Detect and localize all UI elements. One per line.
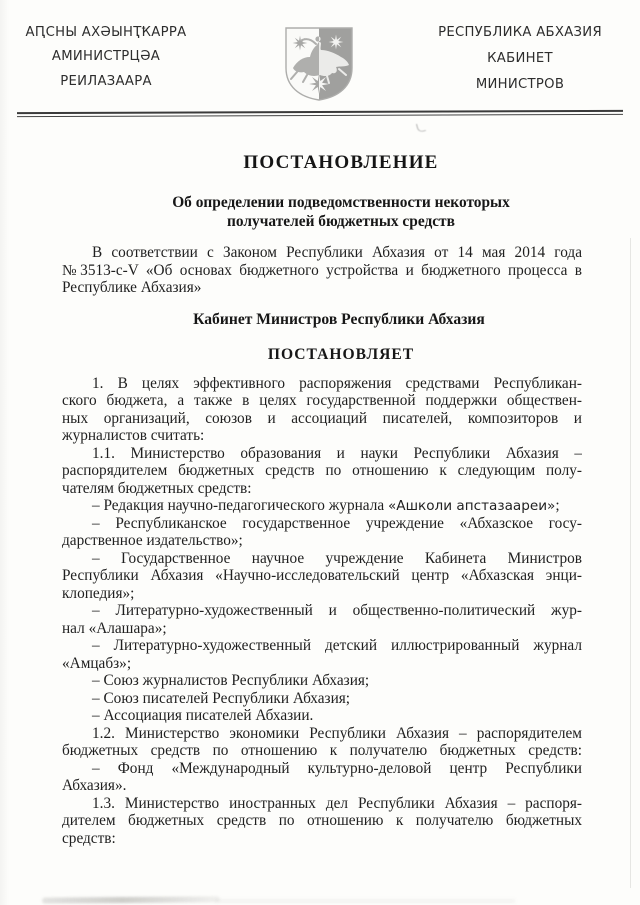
document-content — [62, 0, 582, 847]
text-line: дарственное издательство»; — [62, 532, 243, 549]
scan-left-edge-shadow — [0, 0, 9, 905]
document-subject — [81, 193, 601, 231]
text-line: №3513-с-V «Об основах бюджетного устройства и бюджетного процесса в — [62, 261, 582, 279]
text-line: Абхазия». — [62, 777, 127, 794]
text-line: – Республиканское государственное учреждение «Абхазское госу- — [92, 514, 582, 532]
text-line: нал «Алашара»; — [62, 619, 167, 637]
header-right-line: КАБИНЕТ — [487, 50, 553, 66]
journal-name: «Ашколи апстазаареи» — [387, 498, 556, 514]
text-line: распорядителем бюджетных средств по отношению к следующим полу- — [62, 462, 582, 479]
text-line: – Союз писателей Республики Абхазия; — [92, 689, 351, 707]
header-left-line: РЕИЛАЗААРА — [60, 73, 152, 89]
text-line: Республике Абхазия» — [62, 279, 202, 296]
header-right-line: МИНИСТРОВ — [475, 76, 565, 92]
text-line: журналистов считать: — [62, 427, 205, 444]
text-line: – Литературно-художественный детский иллюстрированный журнал — [92, 637, 582, 654]
text-line: 1.3. Министерство иностранных дел Республики Абхазия – распоря- — [92, 794, 582, 812]
text-line: 1.2. Министерство экономики Республики Абхазия – распорядителем — [92, 724, 582, 742]
text-line: Республики Абхазия «Научно-исследовательский центр «Абхазская энци- — [62, 567, 582, 584]
text-line: чателям бюджетных средств: — [62, 479, 252, 497]
item-text: ; — [555, 497, 560, 514]
document-type-title: ПОСТАНОВЛЕНИЕ — [243, 152, 439, 173]
text-line: 1. В целях эффективного распоряжения средствами Республикан- — [92, 374, 582, 392]
header-right-line: РЕСПУБЛИКА АБХАЗИЯ — [438, 25, 602, 40]
scan-bottom-smudge — [42, 896, 220, 903]
item-text: – Редакция научно-педагогического журнала — [92, 497, 388, 514]
text-line: В соответствии с Законом Республики Абхазия от 14 мая 2014 года — [92, 244, 582, 261]
text-line: бюджетных средств по отношению к получателю бюджетных средств: — [62, 742, 582, 759]
subject-line: Об определении подведомственности некоторых — [172, 194, 510, 211]
text-line: – Союз журналистов Республики Абхазия; — [92, 672, 370, 689]
text-line: – Ассоциация писателей Абхазии. — [92, 707, 314, 724]
text-line: 1.1. Министерство образования и науки Республики Абхазия – — [92, 444, 582, 462]
text-line: клопедия»; — [62, 584, 135, 602]
list-item-ashkoli — [62, 497, 582, 515]
preamble-paragraph — [62, 244, 582, 297]
text-line: ского бюджета, а также в целях государственной поддержки обществен- — [62, 392, 582, 409]
issuer-heading: Кабинет Министров Республики Абхазия — [193, 310, 485, 328]
resolves-heading: ПОСТАНОВЛЯЕТ — [267, 346, 415, 363]
header-left-line: АМИНИСТРЦӘА — [51, 49, 161, 65]
text-line: – Государственное научное учреждение Кабинета Министров — [92, 549, 582, 567]
scan-right-edge-line — [630, 238, 631, 888]
text-line: – Фонд «Международный культурно-деловой центр Республики — [92, 759, 582, 777]
text-line: дителем бюджетных средств по отношению к получателю бюджетных — [62, 812, 582, 829]
text-line: «Амцабз»; — [62, 654, 132, 672]
subject-line: получателей бюджетных средств — [227, 213, 455, 230]
resolution-body — [62, 375, 582, 848]
scan-bottom-smudge-faint — [215, 899, 515, 903]
header-left-line: АԤСНЫ АХӘЫНҬҞАРРА — [25, 25, 187, 40]
text-line: средств: — [62, 829, 116, 847]
text-line: ных организаций, союзов и ассоциаций писателей, композиторов и — [62, 409, 582, 427]
text-line: – Литературно-художественный и общественно-политический жур- — [92, 602, 582, 619]
